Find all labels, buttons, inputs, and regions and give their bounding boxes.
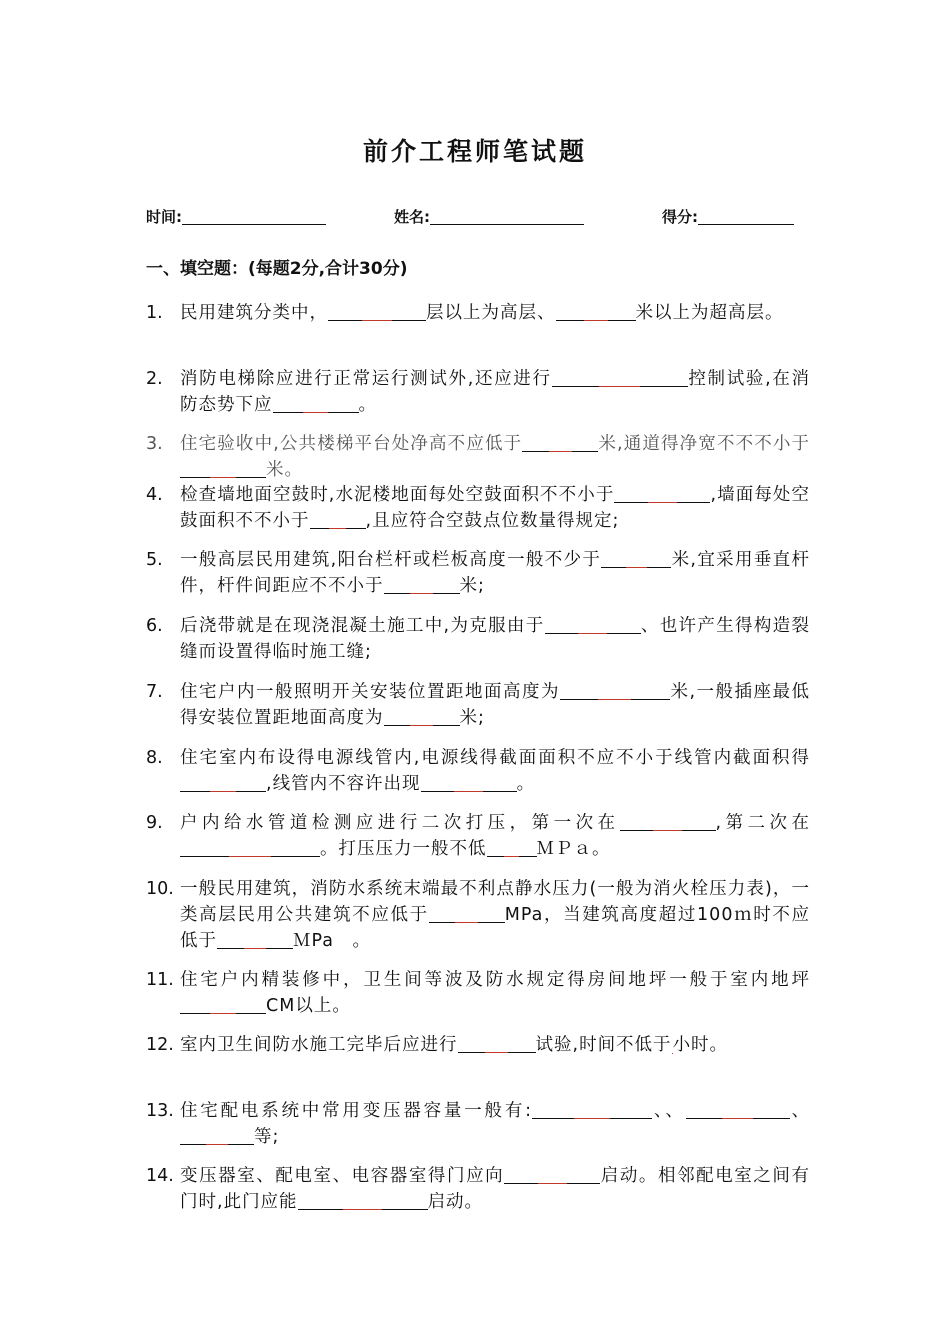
question-text: CM以上。 <box>266 996 351 1016</box>
answer-blank[interactable] <box>384 707 460 726</box>
question-text: 住宅户内一般照明开关安装位置距地面高度为 <box>180 682 560 702</box>
question-number: 5. <box>146 550 163 570</box>
question-text: 。 <box>358 395 377 415</box>
name-field <box>394 206 584 227</box>
question-text: 户内给水管道检测应进行二次打压，第一次在 <box>180 813 620 833</box>
answer-blank[interactable] <box>556 302 636 321</box>
question-13 <box>146 1098 810 1150</box>
question-number: 9. <box>146 813 163 833</box>
question-text: 米以上为超高层。 <box>635 303 784 323</box>
question-number: 2. <box>146 369 163 389</box>
question-number: 14. <box>146 1166 174 1186</box>
answer-blank[interactable] <box>328 302 426 321</box>
question-text: MPa，当建筑高度超过100ｍ时不应低于 <box>180 905 810 951</box>
question-text: 启动。 <box>427 1192 484 1212</box>
answer-blank[interactable] <box>298 1191 428 1210</box>
question-text: 检查墙地面空鼓时,水泥楼地面每处空鼓面积不不小于 <box>180 485 615 505</box>
question-text: 民用建筑分类中， <box>180 303 328 323</box>
answer-blank[interactable] <box>532 1100 652 1119</box>
answer-blank[interactable] <box>620 812 716 831</box>
time-field <box>146 206 326 227</box>
question-text: 等; <box>254 1127 280 1147</box>
question-text: 米,宜采用垂直杆件，杆件间距应不不小于 <box>180 550 811 596</box>
question-number: 6. <box>146 616 163 636</box>
answer-blank[interactable] <box>686 1100 790 1119</box>
question-number: 10. <box>146 879 174 899</box>
time-blank[interactable] <box>182 208 326 225</box>
question-text: 、 <box>789 1101 811 1121</box>
name-blank[interactable] <box>430 208 584 225</box>
question-text: 住宅配电系统中常用变压器容量一般有: <box>180 1101 533 1121</box>
answer-blank[interactable] <box>552 368 688 387</box>
question-text: 米; <box>459 576 485 596</box>
question-text: 。 <box>516 774 536 794</box>
page-title: 前介工程师笔试题 <box>362 137 587 166</box>
question-6 <box>146 613 810 665</box>
question-2 <box>146 366 810 418</box>
question-number: 13. <box>146 1101 174 1121</box>
question-text: 住宅室内布设得电源线管内,电源线得截面面积不应不小于线管内截面积得 <box>180 748 810 768</box>
question-14 <box>146 1163 810 1215</box>
header-fields <box>146 206 806 232</box>
answer-blank[interactable] <box>487 838 537 857</box>
question-5 <box>146 547 810 599</box>
question-text: 米,通道得净宽不不不小于 <box>598 434 811 454</box>
answer-blank[interactable] <box>614 484 710 503</box>
question-text: 、 <box>652 1101 666 1121</box>
question-text: 控制试验,在消防态势下应 <box>180 369 811 415</box>
question-number: 3. <box>146 434 163 454</box>
question-text: ,第二次在 <box>715 813 810 833</box>
question-7 <box>146 679 810 731</box>
question-8 <box>146 745 810 797</box>
answer-blank[interactable] <box>504 1165 600 1184</box>
question-number: 8. <box>146 748 163 768</box>
answer-blank[interactable] <box>180 773 266 792</box>
question-text: 消防电梯除应进行正常运行测试外,还应进行 <box>180 369 552 389</box>
question-text: 室内卫生间防水施工完毕后应进行 <box>180 1035 458 1055</box>
answer-blank[interactable] <box>180 995 266 1014</box>
answer-blank[interactable] <box>310 510 366 529</box>
answer-blank[interactable] <box>384 575 460 594</box>
question-text: 、也许产生得构造裂缝而设置得临时施工缝; <box>180 616 811 662</box>
answer-blank[interactable] <box>601 549 671 568</box>
answer-blank[interactable] <box>273 394 359 413</box>
answer-blank[interactable] <box>429 904 505 923</box>
question-text: 后浇带就是在现浇混凝土施工中,为克服由于 <box>180 616 545 636</box>
question-number: 11. <box>146 970 174 990</box>
question-text: 试验,时间不低于 <box>535 1035 672 1055</box>
section-heading: 一、填空题：(每题2分,合计30分) <box>146 259 408 279</box>
question-text: 。打压压力一般不低 <box>320 839 487 859</box>
question-text: ,且应符合空鼓点位数量得规定; <box>365 511 620 531</box>
question-text: 层以上为高层、 <box>426 303 556 323</box>
question-10 <box>146 876 810 954</box>
question-text: ＭPa 。 <box>293 931 371 951</box>
answer-blank[interactable] <box>522 433 598 452</box>
answer-blank[interactable] <box>180 1126 254 1145</box>
answer-blank[interactable] <box>458 1034 536 1053</box>
score-label: 得分: <box>662 208 698 226</box>
question-1 <box>146 300 810 326</box>
answer-blank[interactable] <box>180 838 320 857</box>
question-text: 、 <box>665 1101 686 1121</box>
question-text: 住宅验收中,公共楼梯平台处净高不应低于 <box>180 434 523 454</box>
question-4 <box>146 482 810 534</box>
question-text: ＭＰａ。 <box>536 839 611 859</box>
question-text: 一般民用建筑，消防水系统末端最不利点静水压力(一般为消火栓压力表)，一类高层民用公共建筑不应低于 <box>180 879 810 925</box>
question-text: ,墙面每处空鼓面积不不小于 <box>180 485 811 531</box>
question-text: ,线管内不容许出现 <box>266 774 421 794</box>
answer-blank[interactable] <box>560 681 670 700</box>
question-11 <box>146 967 810 1019</box>
question-text: 小时。 <box>672 1035 729 1055</box>
question-text: 米; <box>459 708 485 728</box>
question-text: 住宅户内精装修中，卫生间等波及防水规定得房间地坪一般于室内地坪 <box>180 970 810 990</box>
question-text: 米,一般插座最低得安装位置距地面高度为 <box>180 682 811 728</box>
time-label: 时间: <box>146 208 182 226</box>
question-number: 1. <box>146 303 163 323</box>
answer-blank[interactable] <box>672 1035 673 1053</box>
answer-blank[interactable] <box>180 459 266 478</box>
question-number: 7. <box>146 682 163 702</box>
question-number: 12. <box>146 1035 174 1055</box>
question-number: 4. <box>146 485 163 505</box>
question-text: 变压器室、配电室、电容器室得门应向 <box>180 1166 505 1186</box>
score-field <box>662 206 794 227</box>
question-3 <box>146 431 810 483</box>
question-12 <box>146 1032 810 1058</box>
name-label: 姓名: <box>394 208 430 226</box>
answer-blank[interactable] <box>545 615 641 634</box>
question-9 <box>146 810 810 862</box>
answer-blank[interactable] <box>421 773 517 792</box>
question-text: 启动。相邻配电室之间有门时,此门应能 <box>180 1166 811 1212</box>
answer-blank[interactable] <box>217 930 293 949</box>
question-text: 米。 <box>266 460 303 480</box>
score-blank[interactable] <box>698 208 794 225</box>
question-text: 一般高层民用建筑,阳台栏杆或栏板高度一般不少于 <box>180 550 602 570</box>
